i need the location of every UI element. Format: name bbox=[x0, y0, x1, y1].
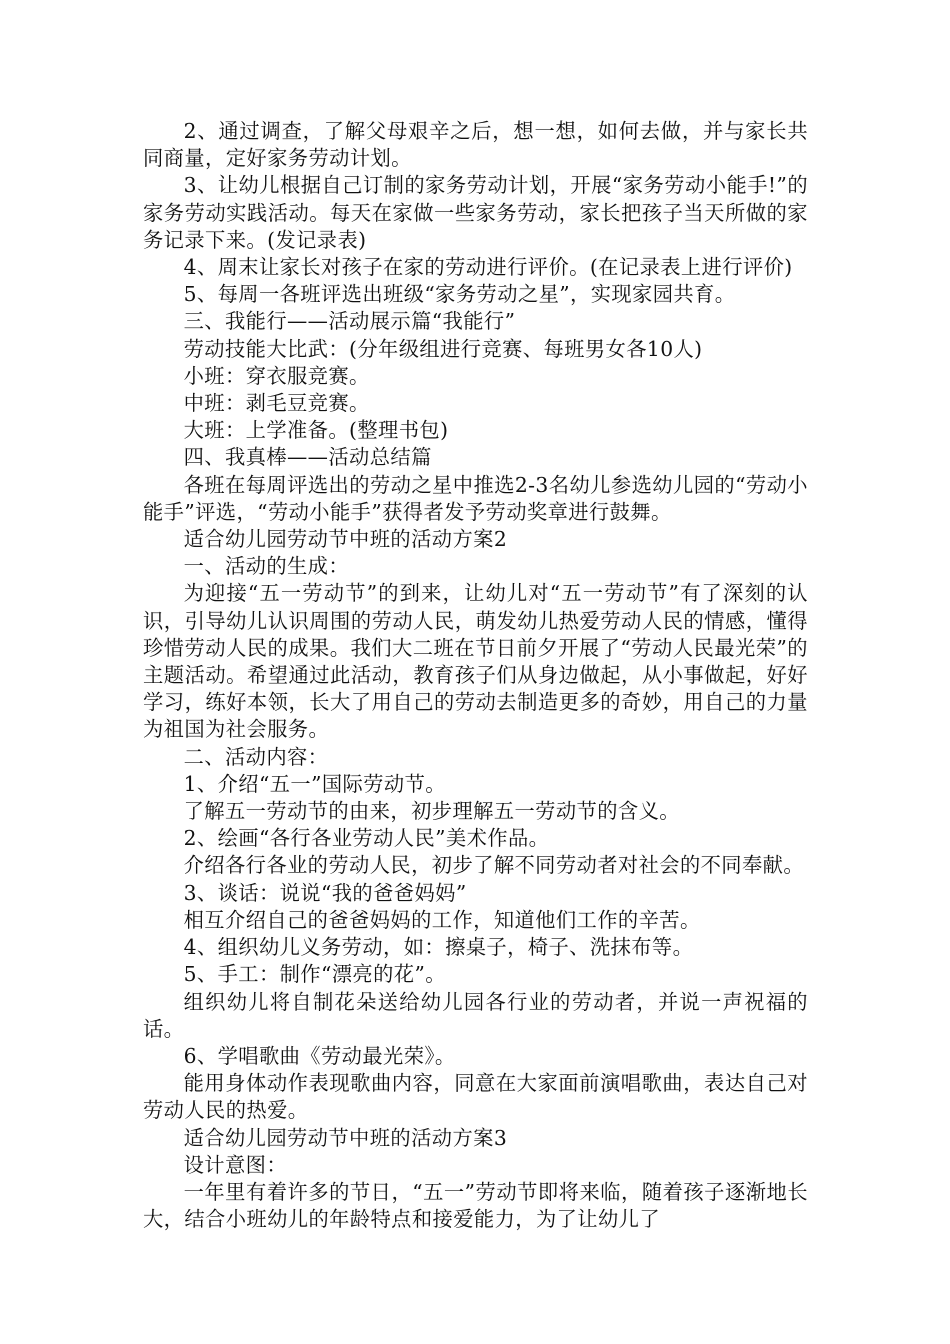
paragraph: 3、谈话：说说“我的爸爸妈妈” bbox=[183, 880, 467, 905]
paragraph: 劳动技能大比武：(分年级组进行竞赛、每班男女各10人) bbox=[183, 336, 703, 361]
section-heading: 四、我真棒——活动总结篇 bbox=[183, 445, 432, 470]
paragraph: 小班：穿衣服竞赛。 bbox=[183, 363, 370, 388]
section-heading: 设计意图： bbox=[183, 1152, 288, 1177]
document-title: 适合幼儿园劳动节中班的活动方案2 bbox=[183, 527, 508, 552]
section-heading: 三、我能行——活动展示篇“我能行” bbox=[183, 309, 516, 334]
paragraph: 为迎接“五一劳动节”的到来，让幼儿对“五一劳动节”有了深刻的认识，引导幼儿认识周围的劳动人民，萌发幼儿热爱劳动人民的情感，懂得珍惜劳动人民的成果。我们大二班在节日前夕开展了“劳动人民最光荣”的主题活动。希望通过此活动，教育孩子们从身边做起，从小事做起，好好学习，练好本领，长大了用自己的劳动去制造更多的奇妙，用自己的力量为祖国为社会服务。 bbox=[143, 581, 808, 742]
paragraph: 了解五一劳动节的由来，初步理解五一劳动节的含义。 bbox=[183, 799, 680, 824]
paragraph: 各班在每周评选出的劳动之星中推选2-3名幼儿参选幼儿园的“劳动小能手”评选，“劳动小能手”获得者发予劳动奖章进行鼓舞。 bbox=[143, 472, 808, 524]
paragraph: 大班：上学准备。(整理书包) bbox=[183, 418, 449, 443]
paragraph: 2、通过调查，了解父母艰辛之后，想一想，如何去做，并与家长共同商量，定好家务劳动计划。 bbox=[143, 119, 808, 171]
paragraph: 2、绘画“各行各业劳动人民”美术作品。 bbox=[183, 826, 550, 851]
section-heading: 一、活动的生成： bbox=[183, 554, 350, 579]
document-title: 适合幼儿园劳动节中班的活动方案3 bbox=[183, 1125, 508, 1150]
paragraph: 4、周末让家长对孩子在家的劳动进行评价。(在记录表上进行评价) bbox=[183, 255, 793, 280]
paragraph: 介绍各行各业的劳动人民，初步了解不同劳动者对社会的不同奉献。 bbox=[183, 853, 805, 878]
paragraph: 一年里有着许多的节日，“五一”劳动节即将来临，随着孩子逐渐地长大，结合小班幼儿的年龄特点和接爱能力，为了让幼儿了 bbox=[143, 1179, 808, 1232]
paragraph: 6、学唱歌曲《劳动最光荣》。 bbox=[183, 1043, 456, 1068]
document-body bbox=[143, 118, 808, 1233]
paragraph: 1、介绍“五一”国际劳动节。 bbox=[183, 771, 446, 796]
paragraph: 相互介绍自己的爸爸妈妈的工作，知道他们工作的辛苦。 bbox=[183, 907, 701, 932]
paragraph: 中班：剥毛豆竞赛。 bbox=[183, 391, 370, 416]
paragraph: 5、每周一各班评选出班级“家务劳动之星”，实现家园共育。 bbox=[183, 282, 736, 307]
paragraph: 组织幼儿将自制花朵送给幼儿园各行业的劳动者，并说一声祝福的话。 bbox=[143, 989, 808, 1041]
paragraph: 能用身体动作表现歌曲内容，同意在大家面前演唱歌曲，表达自己对劳动人民的热爱。 bbox=[143, 1071, 808, 1123]
paragraph: 5、手工：制作“漂亮的花”。 bbox=[183, 962, 446, 987]
section-heading: 二、活动内容： bbox=[183, 744, 329, 769]
paragraph: 4、组织幼儿义务劳动，如：擦桌子，椅子、洗抹布等。 bbox=[183, 935, 694, 960]
paragraph: 3、让幼儿根据自己订制的家务劳动计划，开展“家务劳动小能手!”的家务劳动实践活动。每天在家做一些家务劳动，家长把孩子当天所做的家务记录下来。(发记录表) bbox=[143, 173, 808, 252]
